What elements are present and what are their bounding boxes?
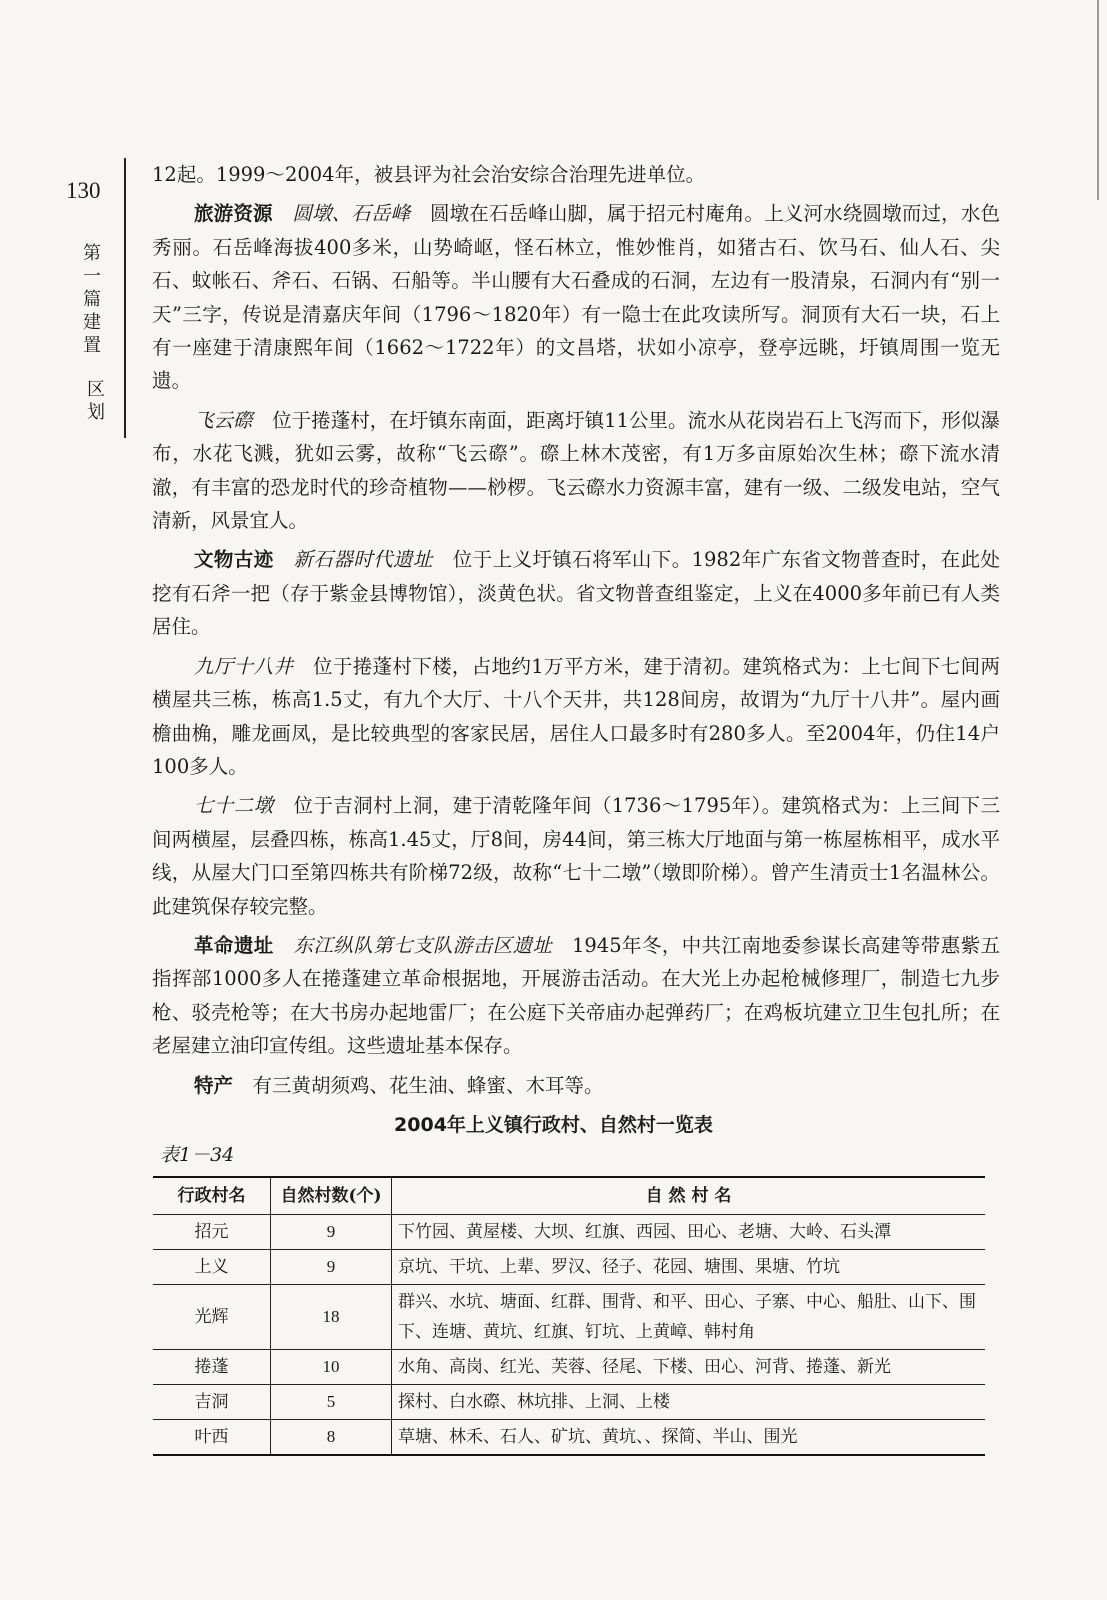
natural-villages-cell: 探村、白水磜、林坑排、上洞、上楼 (392, 1385, 986, 1420)
paragraph (152, 650, 1000, 784)
table-row (153, 1350, 985, 1385)
page-number: 130 (66, 178, 101, 203)
paragraph-text: 位于上义圩镇石将军山下。1982年广东省文物普查时，在此处挖有石斧一把（存于紫金县博物馆），淡黄色状。省文物普查组鉴定，上义在4000多年前已有人类居住。 (152, 548, 1000, 639)
admin-village-cell: 捲蓬 (153, 1350, 271, 1385)
natural-villages-cell: 草塘、林禾、石人、矿坑、黄坑、、探简、半山、围光 (392, 1420, 986, 1456)
village-count-cell: 5 (271, 1385, 392, 1420)
paragraph (152, 789, 1000, 923)
subheading: 圆墩、石岳峰 (292, 202, 411, 226)
subheading: 七十二墩 (194, 794, 274, 818)
paragraph-text: 有三黄胡须鸡、花生油、蜂蜜、木耳等。 (252, 1073, 604, 1097)
table-label: 表1－34 (160, 1144, 235, 1166)
side-divider (124, 158, 126, 438)
natural-villages-cell: 水角、高岗、红光、芙蓉、径尾、下楼、田心、河背、捲蓬、新光 (392, 1350, 986, 1385)
village-count-cell: 8 (271, 1420, 392, 1456)
subheading: 东江纵队第七支队游击区遗址 (293, 933, 553, 957)
paragraph (152, 543, 1000, 643)
natural-villages-cell: 京坑、干坑、上辈、罗汉、径子、花园、塘围、果塘、竹坑 (392, 1250, 986, 1285)
table-header-cell: 自然村数(个) (271, 1177, 392, 1215)
table-header-cell: 自 然 村 名 (392, 1177, 986, 1215)
paragraph-text: 圆墩在石岳峰山脚，属于招元村庵角。上义河水绕圆墩而过，水色秀丽。石岳峰海拔400多米，山势崎岖，怪石林立，惟妙惟肖，如猪古石、饮马石、仙人石、尖石、蚊帐石、斧石、石锅、石船等。半山腰有大石叠成的石洞，左边有一股清泉，石洞内有“别一天”三字，传说是清嘉庆年间（1796～1820年）有一隐士在此攻读所写。洞顶有大石一块，石上有一座建于清康熙年间（1662～1722年）的文昌塔，状如小凉亭，登亭远眺，圩镇周围一览无遗。 (152, 202, 1000, 393)
paragraph-text: 位于吉洞村上洞，建于清乾隆年间（1736～1795年）。建筑格式为：上三间下三间两横屋，层叠四栋，栋高1.45丈，厅8间，房44间，第三栋大厅地面与第一栋屋栋相平，成水平线，从屋大门口至第四栋共有阶梯72级，故称“七十二墩”（墩即阶梯）。曾产生清贡士1名温林公。此建筑保存较完整。 (152, 794, 1000, 918)
village-count-cell: 9 (271, 1215, 392, 1250)
paragraph-text: 12起。1999～2004年，被县评为社会治安综合治理先进单位。 (152, 163, 706, 186)
table-header-cell: 行政村名 (153, 1177, 271, 1215)
table-row (153, 1385, 985, 1420)
section-heading: 特产 (194, 1073, 234, 1097)
village-count-cell: 18 (271, 1285, 392, 1350)
paragraph-text: 位于捲蓬村，在圩镇东南面，距离圩镇11公里。流水从花岗岩石上飞泻而下，形似瀑布，水花飞溅，犹如云雾，故称“飞云磜”。磜上林木茂密，有1万多亩原始次生林；磜下流水清澈，有丰富的恐龙时代的珍奇植物——桫椤。飞云磜水力资源丰富，建有一级、二级发电站，空气清新，风景宜人。 (152, 408, 1000, 533)
section-heading: 文物古迹 (194, 548, 274, 572)
admin-village-cell: 吉洞 (153, 1385, 271, 1420)
subheading: 新石器时代遗址 (293, 548, 433, 572)
table-header-row (153, 1177, 985, 1215)
table-row (153, 1215, 985, 1250)
side-section-title: 区划 (87, 379, 105, 423)
table-row (153, 1250, 985, 1285)
side-chapter-title: 第一篇 建置 (83, 243, 101, 356)
paragraph (152, 929, 1000, 1063)
admin-village-cell: 光辉 (153, 1285, 271, 1350)
admin-village-cell: 叶西 (153, 1420, 271, 1456)
paragraph-text: 位于捲蓬村下楼，占地约1万平方米，建于清初。建筑格式为：上七间下七间两横屋共三栋，栋高1.5丈，有九个大厅、十八个天井，共128间房，故谓为“九厅十八井”。屋内画檐曲桷，雕龙画凤，是比较典型的客家民居，居住人口最多时有280多人。至2004年，仍住14户100多人。 (152, 654, 1000, 778)
natural-villages-cell: 下竹园、黄屋楼、大坝、红旗、西园、田心、老塘、大岭、石头潭 (392, 1215, 986, 1250)
paragraph (152, 1069, 1000, 1102)
table-row (153, 1420, 985, 1456)
admin-village-cell: 上义 (153, 1250, 271, 1285)
paragraph (152, 158, 1000, 191)
body-text (152, 158, 1000, 1108)
section-heading: 革命遗址 (194, 933, 274, 957)
table-row (153, 1285, 985, 1350)
paragraph-text: 1945年冬，中共江南地委参谋长高建等带惠紫五指挥部1000多人在捲蓬建立革命根据地，开展游击活动。在大光上办起枪械修理厂，制造七九步枪、驳壳枪等；在大书房办起地雷厂；在公庭下关帝庙办起弹药厂；在鸡板坑建立卫生包扎所；在老屋建立油印宣传组。这些遗址基本保存。 (152, 933, 1000, 1058)
table-title: 2004年上义镇行政村、自然村一览表 (394, 1114, 713, 1136)
admin-village-cell: 招元 (153, 1215, 271, 1250)
scan-edge (1097, 0, 1107, 200)
village-count-cell: 9 (271, 1250, 392, 1285)
paragraph (152, 197, 1000, 397)
natural-villages-cell: 群兴、水坑、塘面、红群、围背、和平、田心、子寨、中心、船肚、山下、围下、连塘、黄坑、红旗、钉坑、上黄嶂、韩村角 (392, 1285, 986, 1350)
section-heading: 旅游资源 (194, 202, 273, 226)
paragraph (152, 404, 1000, 538)
subheading: 飞云磜 (194, 408, 253, 432)
village-count-cell: 10 (271, 1350, 392, 1385)
village-table (153, 1176, 985, 1456)
subheading: 九厅十八井 (194, 654, 294, 678)
